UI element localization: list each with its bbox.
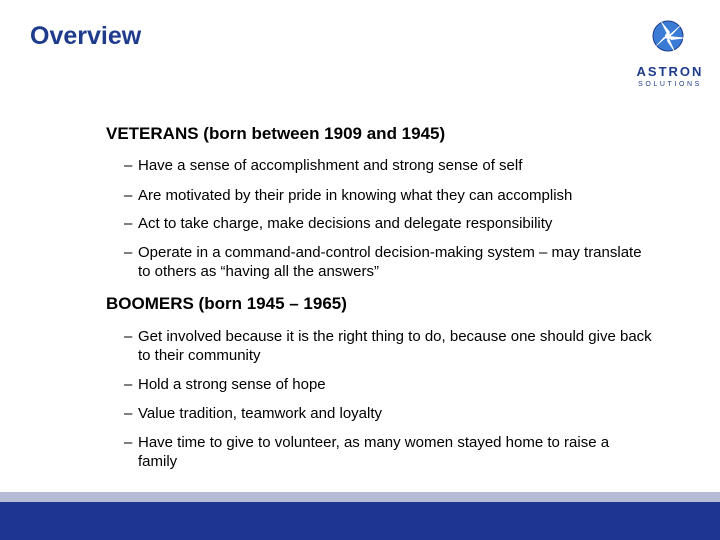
list-item-text: Value tradition, teamwork and loyalty xyxy=(138,405,383,422)
list-item xyxy=(124,243,654,281)
list-item-text: Act to take charge, make decisions and delegate responsibility xyxy=(138,215,553,232)
section-heading-boomers: BOOMERS (born 1945 – 1965) xyxy=(106,294,347,313)
footer-band-dark xyxy=(0,502,720,540)
list-item xyxy=(124,156,664,175)
bullet-dash: – xyxy=(124,328,133,345)
list-item-text: Have a sense of accomplishment and strong sense of self xyxy=(138,157,523,174)
logo-name: ASTRON xyxy=(636,64,704,79)
footer-band-light xyxy=(0,492,720,502)
astron-star-icon xyxy=(650,16,690,56)
list-item xyxy=(124,433,634,471)
list-item-text: Hold a strong sense of hope xyxy=(138,376,326,393)
logo-subtitle: SOLUTIONS xyxy=(638,81,702,88)
list-item xyxy=(124,186,664,205)
list-item xyxy=(124,327,664,365)
bullet-dash: – xyxy=(124,244,133,261)
list-item xyxy=(124,404,664,423)
bullet-dash: – xyxy=(124,187,133,204)
bullet-dash: – xyxy=(124,376,133,393)
astron-logo xyxy=(634,16,706,94)
slide-title: Overview xyxy=(30,22,142,50)
list-item xyxy=(124,375,664,394)
list-item-text: Get involved because it is the right thing to do, because one should give back to their community xyxy=(138,328,652,364)
section-heading-veterans: VETERANS (born between 1909 and 1945) xyxy=(106,124,446,143)
list-item-text: Have time to give to volunteer, as many women stayed home to raise a family xyxy=(138,434,610,470)
list-item-text: Are motivated by their pride in knowing what they can accomplish xyxy=(138,187,573,204)
bullet-dash: – xyxy=(124,215,133,232)
bullet-dash: – xyxy=(124,434,133,451)
list-item xyxy=(124,214,664,233)
bullet-dash: – xyxy=(124,405,133,422)
bullet-dash: – xyxy=(124,157,133,174)
list-item-text: Operate in a command-and-control decision-making system – may translate to others as “having all the answers” xyxy=(138,244,642,280)
